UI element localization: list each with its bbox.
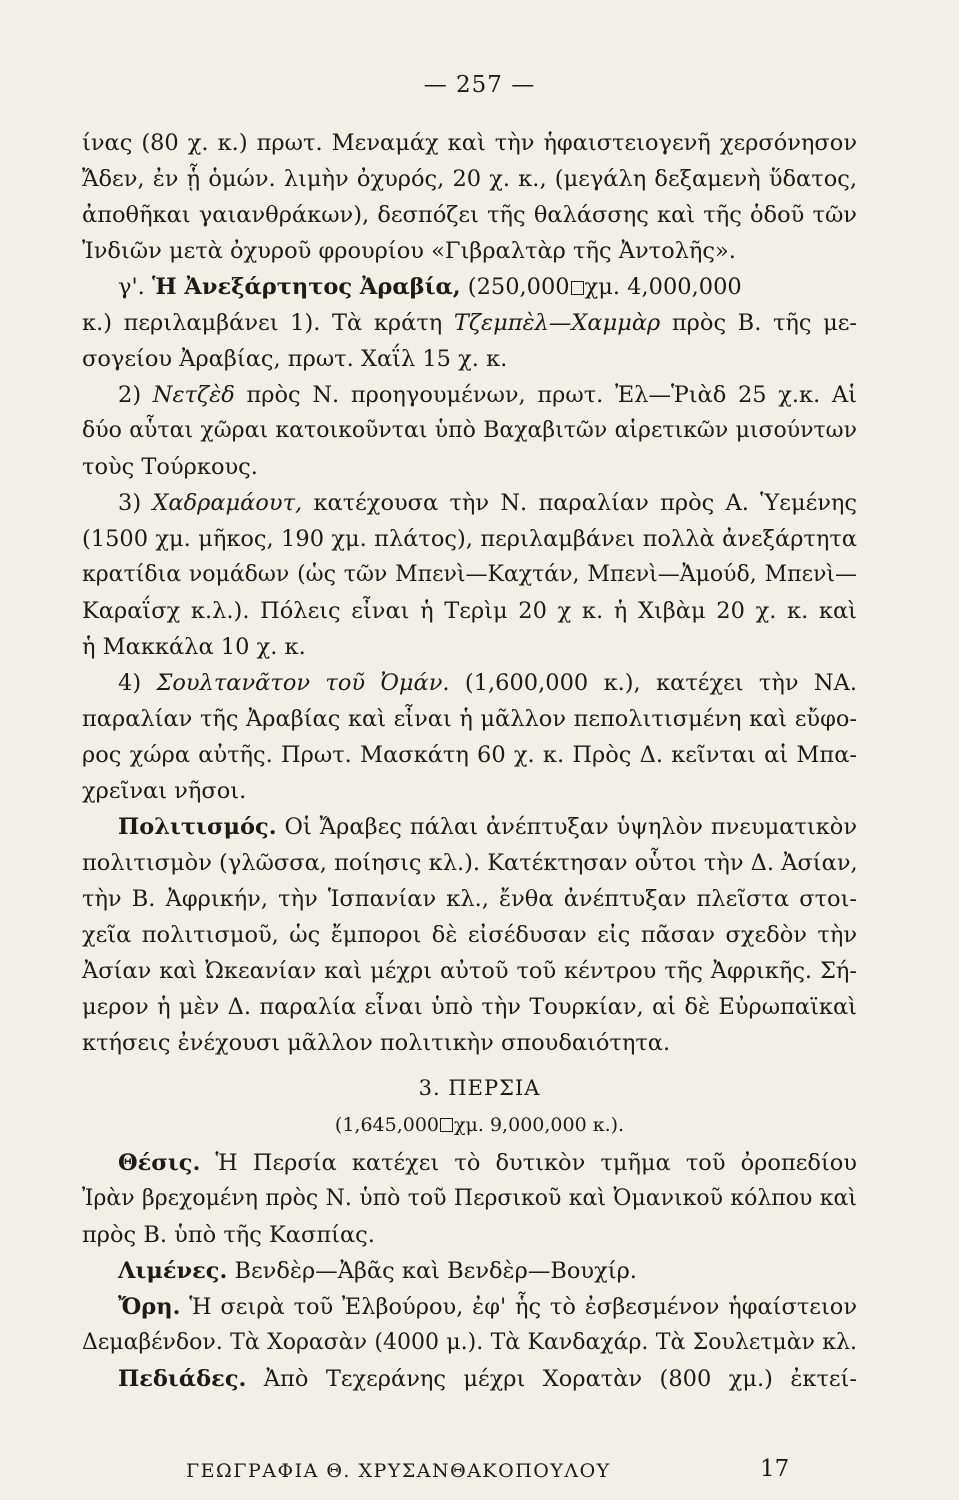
page-number: — 257 — <box>423 72 536 98</box>
italic-term: Τζεμπὲλ—Χαμμὰρ <box>453 310 661 336</box>
text-segment: Ἀπὸ Τεχεράνης μέχρι Χορατὰν (800 χμ.) ἐκτεί- <box>246 1366 857 1392</box>
text-line <box>118 1256 857 1286</box>
text-segment: κ.) περιλαμβάνει 1). Τὰ κράτη <box>82 310 454 336</box>
population-figure: χμ. 4,000,000 <box>584 274 742 300</box>
paragraph-heading: Πολιτισμός. <box>118 814 277 840</box>
italic-term: Σουλτανᾶτον τοῦ Ὀμάν. <box>156 670 450 696</box>
text-line: ἀποθῆκαι γαιανθράκων), δεσπόζει τῆς θαλάσσης καὶ τῆς ὁδοῦ τῶν <box>82 202 857 228</box>
text-line: τὴν Β. Ἀφρικήν, τὴν Ἱσπανίαν κλ., ἔνθα ἀνέπτυξαν πλεῖστα στοι- <box>82 886 857 912</box>
text-line: Ἰνδιῶν μετὰ ὀχυροῦ φρουρίου «Γιβραλτὰρ τῆς Ἀντολῆς». <box>82 238 736 264</box>
paragraph-heading: Ὄρη. <box>118 1294 181 1320</box>
text-segment: Οἱ Ἄραβες πάλαι ἀνέπτυξαν ὑψηλὸν πνευματικὸν <box>276 814 857 840</box>
area-figure: (250,000 <box>460 274 570 300</box>
text-segment: Βενδὲρ—Ἀβᾶς καὶ Βενδὲρ—Βουχίρ. <box>227 1258 637 1284</box>
text-line: (1500 χμ. μῆκος, 190 χμ. πλάτος), περιλαμβάνει πολλὰ ἀνεξάρτητα <box>82 526 857 552</box>
chapter-heading: 3. ΠΕΡΣΙΑ <box>418 1076 541 1100</box>
section-marker: γ'. <box>118 274 152 300</box>
text-line: ίνας (80 χ. κ.) πρωτ. Μεναμάχ καὶ τὴν ἡφαιστειογενῆ χερσόνησον <box>82 130 857 156</box>
text-segment: 3) <box>118 490 153 516</box>
text-line <box>118 380 857 410</box>
chapter-subheading <box>0 1114 959 1136</box>
text-line <box>118 1148 857 1178</box>
text-line: χεῖα πολιτισμοῦ, ὡς ἔμποροι δὲ εἰσέδυσαν εἰς πᾶσαν σχεδὸν τὴν <box>82 922 857 948</box>
text-line: Ἄδεν, ἐν ᾗ ὁμών. λιμὴν ὀχυρός, 20 χ. κ., (μεγάλη δεξαμενὴ ὕδατος, <box>82 166 857 192</box>
text-line: ρος χώρα αὐτῆς. Πρωτ. Μασκάτη 60 χ. κ. Πρὸς Δ. κεῖνται αἱ Μπα- <box>82 742 857 768</box>
text-segment: πρὸς Ν. προηγουμένων, πρωτ. Ἐλ—Ῥιὰδ 25 χ.κ. Αἱ <box>234 382 858 408</box>
text-segment: 2) <box>118 382 153 408</box>
signature-mark: 17 <box>760 1456 790 1482</box>
text-line: ἡ Μακκάλα 10 χ. κ. <box>82 634 306 660</box>
page-footer: ΓΕΩΓΡΑΦΙΑ Θ. ΧΡΥΣΑΝΘΑΚΟΠΟΥΛΟΥ <box>186 1460 611 1482</box>
text-line: Καραΐσχ κ.λ.). Πόλεις εἶναι ἡ Τερὶμ 20 χ κ. ἡ Χιβὰμ 20 χ. κ. καὶ <box>82 598 857 624</box>
text-line: Δεμαβένδον. Τὰ Χορασὰν (4000 μ.). Τὰ Κανδαχάρ. Τὰ Σουλετμὰν κλ. <box>82 1330 857 1355</box>
text-line: μερον ἡ μὲν Δ. παραλία εἶναι ὑπὸ τὴν Τουρκίαν, αἱ δὲ Εὐρωπαϊκαὶ <box>82 994 857 1020</box>
text-line: δύο αὗται χῶραι κατοικοῦνται ὑπὸ Βαχαβιτῶν αἱρετικῶν μισούντων <box>82 418 857 443</box>
text-segment: 4) <box>118 670 157 696</box>
text-line: κρατίδια νομάδων (ὡς τῶν Μπενὶ—Καχτάν, Μπενὶ—Ἀμούδ, Μπενὶ— <box>82 562 857 587</box>
italic-term: Νετζὲδ <box>152 382 235 408</box>
text-line: τοὺς Τούρκους. <box>82 454 258 480</box>
square-symbol-icon <box>440 1118 453 1132</box>
paragraph-heading: Λιμένες. <box>118 1258 228 1284</box>
text-line: πρὸς Β. ὑπὸ τῆς Κασπίας. <box>82 1222 375 1248</box>
text-line <box>118 668 857 698</box>
text-line <box>118 1292 857 1322</box>
paragraph-heading: Πεδιάδες. <box>118 1366 247 1392</box>
square-symbol-icon <box>571 281 584 295</box>
italic-term: Χαδραμάουτ, <box>152 490 303 516</box>
text-line <box>118 1364 857 1394</box>
text-line <box>118 812 857 842</box>
section-title: Ἡ Ἀνεξάρτητος Ἀραβία, <box>151 274 461 300</box>
text-line: παραλίαν τῆς Ἀραβίας καὶ εἶναι ἡ μᾶλλον πεπολιτισμένη καὶ εὔφο- <box>82 706 857 732</box>
paragraph-heading: Θέσις. <box>118 1150 201 1176</box>
text-segment: Ἡ Περσία κατέχει τὸ δυτικὸν τμῆμα τοῦ ὀροπεδίου <box>200 1150 857 1176</box>
text-line: κτήσεις ἐνέχουσι μᾶλλον πολιτικὴν σπουδαιότητα. <box>82 1030 671 1056</box>
text-line: σογείου Ἀραβίας, πρωτ. Χαΐλ 15 χ. κ. <box>82 346 508 372</box>
text-segment: κατέχουσα τὴν Ν. παραλίαν πρὸς Α. Ὑεμένης <box>302 490 857 516</box>
text-line: πολιτισμὸν (γλῶσσα, ποίησις κλ.). Κατέκτησαν οὗτοι τὴν Δ. Ἀσίαν, <box>82 850 858 876</box>
text-segment: (1,600,000 κ.), κατέχει τὴν ΝΑ. <box>449 670 857 696</box>
text-line: χρεῖναι νῆσοι. <box>82 778 247 804</box>
text-segment: Ἡ σειρὰ τοῦ Ἐλβούρου, ἐφ' ἧς τὸ ἐσβεσμένον ἡφαίστειον <box>180 1294 857 1320</box>
section-heading-arabia <box>118 272 857 302</box>
text-line <box>118 488 857 518</box>
area-figure: (1,645,000 <box>334 1114 440 1136</box>
text-line <box>82 308 857 338</box>
population-figure: χμ. 9,000,000 κ.). <box>454 1114 625 1136</box>
text-segment: πρὸς Β. τῆς με- <box>660 310 857 336</box>
text-line: Ἀσίαν καὶ Ὠκεανίαν καὶ μέχρι αὐτοῦ τοῦ κέντρου τῆς Ἀφρικῆς. Σή- <box>82 958 857 984</box>
text-line: Ἰρὰν βρεχομένη πρὸς Ν. ὑπὸ τοῦ Περσικοῦ καὶ Ὀμανικοῦ κόλπου καὶ <box>82 1186 857 1211</box>
